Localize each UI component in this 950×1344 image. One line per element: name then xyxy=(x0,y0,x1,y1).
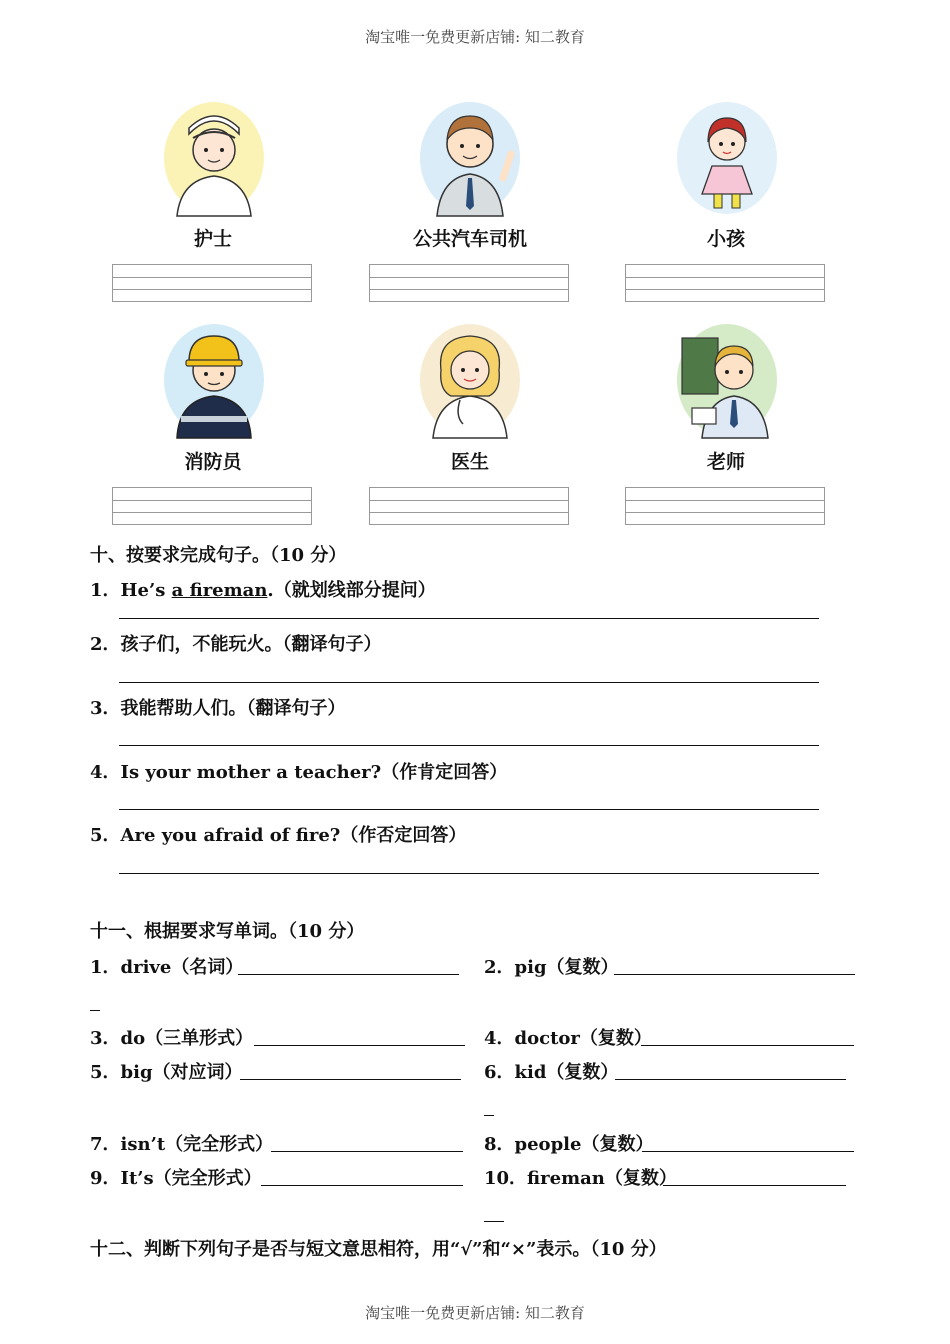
question-5 xyxy=(90,821,466,847)
doctor-picture xyxy=(415,320,525,440)
girl-picture xyxy=(672,98,782,218)
section-10-title: 十、按要求完成句子。（10 分） xyxy=(90,545,347,566)
answer-line-wrap[interactable] xyxy=(484,1115,494,1116)
answer-line[interactable] xyxy=(641,1045,854,1046)
answer-line[interactable] xyxy=(119,745,819,746)
answer-line[interactable] xyxy=(119,873,819,874)
writing-box[interactable] xyxy=(369,487,569,525)
question-3 xyxy=(90,694,346,720)
question-1 xyxy=(90,576,436,602)
writing-box[interactable] xyxy=(112,264,312,302)
word-item-9: 9．It’s（完全形式） xyxy=(90,1168,262,1189)
question-text: Are you afraid of fire?（作否定回答） xyxy=(120,825,467,846)
question-text: Is your mother a teacher?（作肯定回答） xyxy=(120,762,508,783)
word-item-5: 5．big（对应词） xyxy=(90,1062,243,1083)
firefighter-picture xyxy=(159,320,269,440)
occupation-label: 消防员 xyxy=(184,451,242,473)
writing-box[interactable] xyxy=(625,264,825,302)
word-item-1: 1．drive（名词） xyxy=(90,957,244,978)
answer-line-wrap[interactable] xyxy=(484,1221,504,1222)
section-12-title: 十二、判断下列句子是否与短文意思相符，用“√”和“×”表示。（10 分） xyxy=(90,1239,667,1260)
question-4 xyxy=(90,758,507,784)
section-11-title: 十一、根据要求写单词。（10 分） xyxy=(90,921,365,942)
writing-box[interactable] xyxy=(625,487,825,525)
word-item-6: 6．kid（复数） xyxy=(484,1062,619,1083)
occupation-label: 医生 xyxy=(450,451,489,473)
page-header: 淘宝唯一免费更新店铺: 知二教育 xyxy=(365,28,585,46)
question-2 xyxy=(90,630,382,656)
question-number: 4． xyxy=(90,762,121,783)
answer-line[interactable] xyxy=(663,1185,846,1186)
question-number: 1． xyxy=(90,580,121,601)
bus-driver-picture xyxy=(415,98,525,218)
teacher-picture xyxy=(672,320,782,440)
answer-line[interactable] xyxy=(254,1045,465,1046)
occupation-label: 老师 xyxy=(706,451,745,473)
underlined-phrase: a fireman xyxy=(171,580,268,601)
answer-line[interactable] xyxy=(119,618,819,619)
question-number: 3． xyxy=(90,698,121,719)
answer-line[interactable] xyxy=(119,682,819,683)
answer-line[interactable] xyxy=(615,1079,846,1080)
question-number: 5． xyxy=(90,825,121,846)
word-item-2: 2．pig（复数） xyxy=(484,957,619,978)
occupation-label: 护士 xyxy=(193,228,232,250)
answer-line-wrap[interactable] xyxy=(90,1010,100,1011)
nurse-picture xyxy=(159,98,269,218)
page-footer: 淘宝唯一免费更新店铺: 知二教育 xyxy=(365,1304,585,1322)
answer-line[interactable] xyxy=(642,1151,854,1152)
word-item-10: 10．fireman（复数） xyxy=(484,1168,677,1189)
question-text: 我能帮助人们。（翻译句子） xyxy=(120,698,346,719)
answer-line[interactable] xyxy=(614,974,855,975)
word-item-3: 3．do（三单形式） xyxy=(90,1028,254,1049)
occupation-label: 小孩 xyxy=(706,228,745,250)
writing-box[interactable] xyxy=(112,487,312,525)
occupation-label: 公共汽车司机 xyxy=(412,228,527,250)
answer-line[interactable] xyxy=(271,1151,463,1152)
question-text: 孩子们，不能玩火。（翻译句子） xyxy=(120,634,382,655)
answer-line[interactable] xyxy=(261,1185,463,1186)
word-item-4: 4．doctor（复数） xyxy=(484,1028,652,1049)
word-item-7: 7．isn’t（完全形式） xyxy=(90,1134,274,1155)
question-instruction: .（就划线部分提问） xyxy=(267,580,436,601)
answer-line[interactable] xyxy=(119,809,819,810)
question-number: 2． xyxy=(90,634,121,655)
word-item-8: 8．people（复数） xyxy=(484,1134,654,1155)
question-text: He’s xyxy=(120,580,172,601)
answer-line[interactable] xyxy=(240,1079,461,1080)
answer-line[interactable] xyxy=(238,974,459,975)
writing-box[interactable] xyxy=(369,264,569,302)
